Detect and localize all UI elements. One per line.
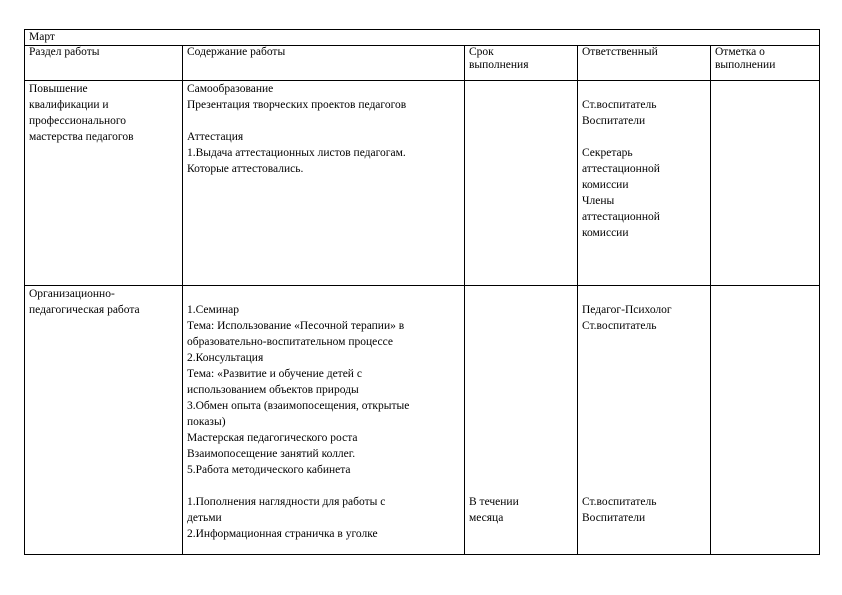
header-mark-line2: выполнении (715, 59, 776, 71)
header-row (25, 46, 820, 81)
table-row (25, 81, 820, 286)
header-mark (711, 46, 820, 81)
content-line: образовательно-воспитательном процессе (187, 336, 393, 348)
spacer (582, 81, 706, 97)
content-line: 1.Пополнения наглядности для работы с (187, 496, 386, 508)
header-mark-line1: Отметка о (715, 46, 765, 58)
responsible-line: аттестационной (582, 163, 660, 175)
spacer (582, 129, 706, 145)
responsible-line: Секретарь (582, 147, 633, 159)
deadline-line: месяца (469, 512, 504, 524)
responsible-line: Воспитатели (582, 512, 646, 524)
content-line: Презентация творческих проектов педагогов (187, 99, 407, 111)
content-line: Аттестация (187, 131, 244, 143)
header-deadline-line1: Срок (469, 46, 494, 58)
content-cell (183, 81, 465, 286)
responsible-line: аттестационной (582, 211, 660, 223)
responsible-cell (578, 81, 711, 286)
month-row (25, 30, 820, 46)
deadline-line: В течении (469, 496, 519, 508)
content-line: показы) (187, 416, 226, 428)
responsible-line: Ст.воспитатель (582, 320, 657, 332)
responsible-line: Воспитатели (582, 115, 646, 127)
section-line: педагогическая работа (29, 304, 140, 316)
content-line: детьми (187, 512, 222, 524)
section-line: профессионального (29, 115, 127, 127)
content-cell (183, 286, 465, 555)
table-row (25, 286, 820, 555)
section-line: квалификации и (29, 99, 109, 111)
responsible-line: комиссии (582, 227, 629, 239)
responsible-line: Члены (582, 195, 615, 207)
content-line: Тема: «Развитие и обучение детей с (187, 368, 362, 380)
responsible-cell (578, 286, 711, 555)
content-line: 1.Выдача аттестационных листов педагогам. (187, 147, 406, 159)
spacer (187, 286, 460, 302)
work-plan-table (24, 29, 820, 555)
content-line: использованием объектов природы (187, 384, 359, 396)
spacer (187, 113, 460, 129)
spacer (469, 286, 573, 494)
deadline-cell (465, 81, 578, 286)
content-line: 3.Обмен опыта (взаимопосещения, открытые (187, 400, 410, 412)
responsible-line: Ст.воспитатель (582, 496, 657, 508)
content-line: 5.Работа методического кабинета (187, 464, 351, 476)
content-line: 2.Консультация (187, 352, 264, 364)
month-title: Март (25, 30, 820, 46)
spacer (582, 286, 706, 302)
mark-cell (711, 286, 820, 555)
header-deadline (465, 46, 578, 81)
content-line: Которые аттестовались. (187, 163, 304, 175)
content-line: Мастерская педагогического роста (187, 432, 358, 444)
content-line: 1.Семинар (187, 304, 239, 316)
content-line: Самообразование (187, 83, 274, 95)
mark-cell (711, 81, 820, 286)
spacer (187, 478, 460, 494)
header-responsible: Ответственный (578, 46, 711, 81)
spacer (582, 334, 706, 494)
header-content: Содержание работы (183, 46, 465, 81)
section-line: мастерства педагогов (29, 131, 134, 143)
section-line: Повышение (29, 83, 88, 95)
responsible-line: Педагог-Психолог (582, 304, 672, 316)
deadline-cell (465, 286, 578, 555)
section-line: Организационно- (29, 288, 115, 300)
responsible-line: комиссии (582, 179, 629, 191)
content-line: Взаимопосещение занятий коллег. (187, 448, 356, 460)
content-line: 2.Информационная страничка в уголке (187, 528, 378, 540)
responsible-line: Ст.воспитатель (582, 99, 657, 111)
header-deadline-line2: выполнения (469, 59, 529, 71)
section-cell (25, 81, 183, 286)
header-section: Раздел работы (25, 46, 183, 81)
content-line: Тема: Использование «Песочной терапии» в (187, 320, 405, 332)
section-cell (25, 286, 183, 555)
